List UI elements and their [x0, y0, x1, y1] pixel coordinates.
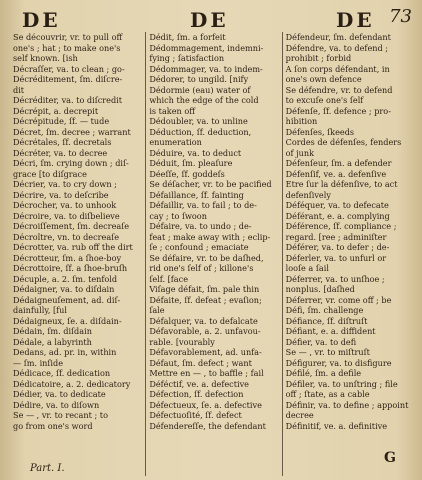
entry-line: Défiler, va. to unſtring ; file: [285, 378, 398, 389]
entry-line: Décréter, va. to decree: [13, 147, 108, 158]
entry-line: Dédit, ſm. a forfeit: [149, 32, 226, 42]
entry-line: Se défaire, vr. to be daſhed,: [149, 252, 264, 263]
entry-columns: [10, 32, 418, 476]
entry-line: Dédoubler, va. to unline: [149, 116, 248, 126]
entry-line: A ſon corps défendant, in: [285, 63, 390, 74]
entry-line: Dédommager, va. to indem-: [149, 63, 263, 74]
entry-line: Défaire, va. to undo ; de-: [149, 221, 252, 231]
entry-line: grace [to diſgrace: [13, 168, 87, 179]
column-right: [282, 32, 418, 476]
entry-line: Se — , vr. to recant ; to: [13, 410, 108, 420]
entry-line: Dédale, a labyrinth: [13, 336, 92, 347]
entry-line: self known. [ish: [13, 53, 78, 63]
entry-line: regard. [ree ; adminiſter: [285, 231, 387, 242]
headword-center: DE: [190, 8, 229, 32]
entry-line: cay ; to ſwoon: [149, 210, 207, 221]
entry-line: Déférer, va. to defer ; de-: [285, 242, 390, 252]
entry-line: Défavorablement, ad. unfa-: [149, 347, 262, 357]
column-center: [145, 32, 281, 476]
entry-line: prohibit ; forbid: [285, 53, 352, 63]
entry-line: Défectueux, ſe. a. defective: [149, 399, 262, 410]
entry-line: Dédommagement, indemni-: [149, 42, 264, 53]
entry-line: Défection, ſf. defection: [149, 389, 244, 399]
entry-line: Décréditement, ſm. diſcre-: [13, 74, 123, 84]
entry-line: Décrotter, va. rub off the dirt: [13, 242, 133, 252]
entry-line: Déduire, va. to deduct: [149, 147, 242, 158]
headword-left: DE: [22, 8, 61, 32]
entry-line: Déferrer, va. to unſhoe ;: [285, 273, 385, 284]
entry-line: Défilé, ſm. a defile: [285, 368, 362, 378]
entry-line: Déférence, ſf. compliance ;: [285, 221, 397, 231]
entry-line: Se déſacher, vr. to be pacified: [149, 179, 272, 189]
column-left: [10, 32, 145, 476]
entry-line: Définir, va. to define ; appoint: [285, 399, 409, 410]
entry-line: Décrépitude, ſf. — tude: [13, 116, 110, 126]
entry-line: to excuſe one's ſelf: [285, 95, 364, 105]
entry-line: Décrier, va. to cry down ;: [13, 179, 117, 189]
entry-line: Déeſſe, ſf. goddeſs: [149, 168, 225, 179]
entry-line: Décrépit, a. decrepit: [13, 105, 99, 116]
entry-line: Décuple, a. 2. ſm. tenfold: [13, 273, 118, 284]
entry-line: rable. [vourably: [149, 336, 215, 347]
entry-line: Cordes de défenſes, fenders: [285, 137, 402, 147]
entry-line: Se défendre, vr. to defend: [285, 84, 393, 95]
entry-line: Décroire, va. to diſbelieve: [13, 210, 120, 221]
catchword: G: [384, 450, 396, 466]
entry-line: Dédire, va. to diſown: [13, 399, 100, 410]
entry-line: Défier, va. to defi: [285, 336, 357, 347]
entry-line: Décrotteur, ſm. a ſhoe-boy: [13, 252, 122, 263]
entry-line: Défendereſſe, the defendant: [149, 420, 266, 431]
entry-line: Déduction, ſf. deduction,: [149, 126, 252, 137]
entry-line: Défiance, ſf. diſtruſt: [285, 315, 368, 326]
entry-line: ſale: [149, 305, 165, 315]
entry-line: go from one's word: [13, 420, 93, 431]
entry-line: Dédicace, ſf. dedication: [13, 368, 111, 378]
entry-line: ſe ; confound ; emaciate: [149, 242, 249, 252]
entry-line: of junk: [285, 147, 315, 158]
entry-line: Décret, ſm. decree ; warrant: [13, 126, 131, 137]
entry-line: Défenſe, ſf. defence ; pro-: [285, 105, 391, 116]
entry-line: dainfully, [ful: [13, 305, 67, 315]
entry-line: Dédier, va. to dedicate: [13, 389, 106, 399]
entry-line: Se découvrir, vr. to pull off: [13, 32, 123, 42]
entry-line: Défaillir, va. to fail ; to de-: [149, 200, 257, 210]
entry-line: Défalquer, va. to defalcate: [149, 315, 258, 326]
entry-line: Dédorer, to ungild. [nify: [149, 74, 249, 84]
entry-line: dit: [13, 84, 25, 95]
entry-line: defenſively: [285, 189, 331, 200]
entry-line: enumeration: [149, 137, 202, 147]
entry-line: feat ; make away with ; eclip-: [149, 231, 271, 242]
entry-line: Défiant, e. a. diffident: [285, 326, 376, 336]
entry-line: Dedans, ad. pr. in, within: [13, 347, 117, 357]
page-number: 73: [389, 6, 412, 27]
entry-line: Déferrer, vr. come off ; be: [285, 294, 392, 305]
entry-line: Décrottoire, ſf. a ſhoe-bruſh: [13, 263, 128, 273]
entry-line: Déferler, va. to unfurl or: [285, 252, 387, 263]
signature-mark: Part. I.: [30, 463, 65, 474]
entry-line: Viſage défait, ſm. pale thin: [149, 284, 260, 294]
entry-line: is taken off: [149, 105, 195, 116]
entry-line: decree: [285, 410, 314, 420]
entry-line: Dédaigner, va. to diſdain: [13, 284, 115, 294]
entry-line: Définitif, ve. a. definitive: [285, 420, 388, 431]
entry-line: Décréditer, va. to diſcredit: [13, 95, 123, 105]
entry-line: Dédicatoire, a. 2. dedicatory: [13, 378, 131, 389]
entry-line: Mettre en — , to baffle ; fail: [149, 368, 264, 378]
entry-line: Défavorable, a. 2. unfavou-: [149, 326, 261, 336]
entry-line: Défenſes, ſkeeds: [285, 126, 355, 137]
entry-line: one's own defence: [285, 74, 362, 84]
entry-line: Défi, ſm. challenge: [285, 305, 364, 315]
entry-line: Décri, ſm. crying down ; diſ-: [13, 158, 129, 168]
entry-line: Décroître, vn. to decreaſe: [13, 231, 120, 242]
entry-line: Etre ſur la défenſive, to act: [285, 179, 398, 189]
entry-line: Déféquer, va. to defecate: [285, 200, 389, 210]
entry-line: Déféctif, ve. a. defective: [149, 378, 249, 389]
entry-line: Déduit, ſm. pleaſure: [149, 158, 233, 168]
entry-line: Décroiſſement, ſm. decreaſe: [13, 221, 130, 231]
entry-line: Décraſſer, va. to clean ; go-: [13, 63, 125, 74]
entry-line: Défendeur, ſm. defendant: [285, 32, 391, 42]
headword-right: DE: [336, 8, 375, 32]
entry-line: looſe a ſail: [285, 263, 329, 273]
entry-line: fying ; ſatisfaction: [149, 53, 225, 63]
entry-line: Défaite, ſf. defeat ; evaſion;: [149, 294, 262, 305]
entry-line: Défigurer, va. to disfigure: [285, 357, 392, 368]
entry-line: Défectuoſité, ſf. defect: [149, 410, 242, 420]
entry-line: Déférant, e. a. complying: [285, 210, 390, 221]
entry-line: nonplus. [daſhed: [285, 284, 355, 294]
entry-line: hibition: [285, 116, 318, 126]
entry-line: Dédaigneuſement, ad. diſ-: [13, 294, 121, 305]
entry-line: Défaut, ſm. defect ; want: [149, 357, 252, 368]
entry-line: Décrétales, ſf. decretals: [13, 137, 112, 147]
entry-line: Dédormie (eau) water of: [149, 84, 251, 95]
entry-line: Dédaigneux, ſe. a. diſdain-: [13, 315, 122, 326]
entry-line: — ſm. inſide: [13, 357, 64, 368]
entry-line: Dédain, ſm. diſdain: [13, 326, 92, 336]
running-header: [4, 2, 418, 32]
entry-line: Défendre, va. to defend ;: [285, 42, 389, 53]
entry-line: which the edge of the cold: [149, 95, 259, 105]
entry-line: ſelf. [face: [149, 273, 189, 284]
entry-line: Décrocher, va. to unhook: [13, 200, 117, 210]
entry-line: Décrire, va. to deſcribe: [13, 189, 109, 200]
entry-line: Défenſif, ve. a. defenſive: [285, 168, 387, 179]
entry-line: off ; ſtate, as a cable: [285, 389, 370, 399]
entry-line: Se — , vr. to miſtruſt: [285, 347, 370, 357]
entry-line: one's ; hat ; to make one's: [13, 42, 121, 53]
entry-line: Défaillance, ſf. fainting: [149, 189, 244, 200]
entry-line: Défenſeur, ſm. a defender: [285, 158, 392, 168]
entry-line: rid one's ſelf of ; killone's: [149, 263, 254, 273]
